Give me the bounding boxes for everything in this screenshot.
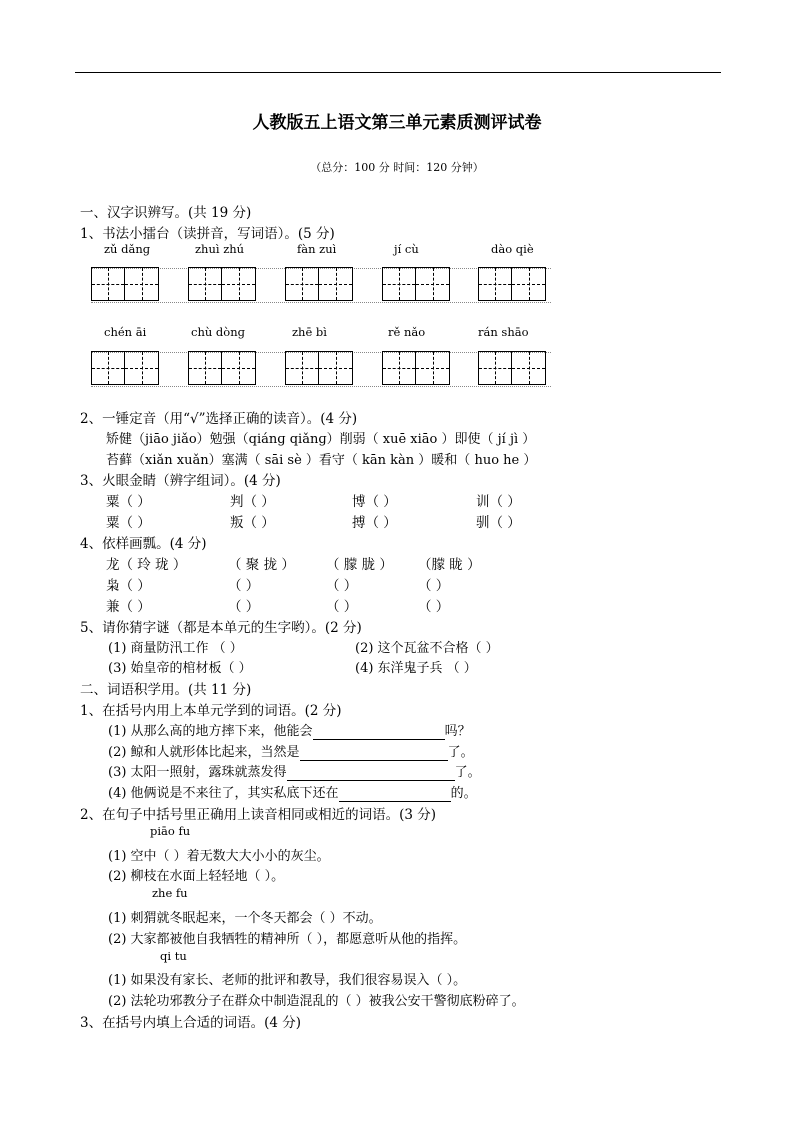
sentence: (1) 如果没有家长、老师的批评和教导，我们很容易误入（ ）。 [108,973,467,988]
fill-suffix: 吗？ [444,724,471,739]
pinyin: zhe fu [152,886,188,900]
pinyin: rán shāo [478,325,529,339]
writing-grid[interactable] [478,267,546,301]
writing-grid[interactable] [478,351,546,385]
pinyin: zǔ dǎnɡ [104,242,151,256]
pinyin: rě nǎo [388,325,426,339]
q3-item: 判（ ） [230,494,275,510]
q3-item: 博（ ） [352,494,397,510]
q4-item: 枭（ ） [106,578,151,594]
q3-item: 粟（ ） [106,515,151,531]
q4-item: （ ） [418,578,450,594]
q4-item: 龙（ 玲 珑 ） [106,557,187,573]
fill-prefix: (4) 他俩说是不来往了，其实私底下还在 [108,786,339,801]
q4-item: （ ） [418,599,450,615]
q2-heading: 2、一锤定音（用“√”选择正确的读音）。(4 分) [80,411,358,427]
s2q2-heading: 2、在句子中括号里正确用上读音相同或相近的词语。(3 分) [80,807,437,823]
page-title: 人教版五上语文第三单元素质测评试卷 [252,113,542,133]
guide-line [91,302,551,303]
sentence: (2) 大家都被他自我牺牲的精神所（ ），都愿意听从他的指挥。 [108,932,467,947]
writing-grid[interactable] [188,267,256,301]
answer-blank[interactable] [339,786,451,802]
riddle: (3) 始皇帝的棺材板（ ） [108,661,252,676]
writing-grid[interactable] [285,267,353,301]
s2q1-heading: 1、在括号内用上本单元学到的词语。(2 分) [80,703,342,719]
answer-blank[interactable] [287,765,455,781]
pinyin: zhē bì [292,325,327,339]
q3-item: 搏（ ） [352,515,397,531]
header-rule [75,72,721,73]
writing-grid[interactable] [382,267,450,301]
q4-item: 兼（ ） [106,599,151,615]
fill-prefix: (3) 太阳一照射，露珠就蒸发得 [108,765,287,780]
q1-heading: 1、书法小擂台（读拼音，写词语）。(5 分) [80,226,335,242]
pinyin: dào qiè [491,242,534,256]
writing-grid[interactable] [91,267,159,301]
q4-item: （ 聚 拢 ） [228,557,295,573]
q3-heading: 3、火眼金睛（辨字组词）。(4 分) [80,473,281,489]
writing-grid[interactable] [382,351,450,385]
fill-suffix: 的。 [450,786,477,801]
q2-line: 矫健（jiāo jiǎo）勉强（qiánɡ qiǎnɡ）削弱（ xuē xiāo ）即使（ jí jì ） [106,432,536,447]
q4-item: （ 朦 胧 ） [326,557,393,573]
riddle: (2) 这个瓦盆不合格（ ） [355,641,499,656]
section2-heading: 二、词语积学用。(共 11 分) [80,682,252,698]
guide-line [91,386,551,387]
exam-meta: （总分：100 分 时间：120 分钟） [310,161,484,174]
q4-item: （ ） [228,599,260,615]
q4-item: （ ） [228,578,260,594]
pinyin: chù dònɡ [191,325,245,339]
pinyin: zhuì zhú [195,242,245,256]
fill-line [108,761,481,781]
q4-item: （朦 眬 ） [418,557,481,573]
writing-grid[interactable] [188,351,256,385]
q3-item: 粟（ ） [106,494,151,510]
writing-grid[interactable] [285,351,353,385]
fill-prefix: (1) 从那么高的地方摔下来，他能会 [108,724,313,739]
sentence: (2) 法轮功邪教分子在群众中制造混乱的（ ）被我公安干警彻底粉碎了。 [108,994,525,1009]
q3-item: 训（ ） [476,494,521,510]
writing-grid[interactable] [91,351,159,385]
pinyin: piāo fu [150,824,191,838]
q3-item: 叛（ ） [230,515,275,531]
sentence: (1) 刺猬就冬眠起来，一个冬天都会（ ）不动。 [108,911,382,926]
answer-blank[interactable] [313,724,445,740]
q4-heading: 4、依样画瓢。(4 分) [80,536,207,552]
section1-heading: 一、汉字识辨写。(共 19 分) [80,205,252,221]
fill-line [108,782,477,802]
sentence: (2) 柳枝在水面上轻轻地（ ）。 [108,869,285,884]
fill-suffix: 了。 [454,765,481,780]
fill-prefix: (2) 鲸和人就形体比起来，当然是 [108,745,300,760]
pinyin: qi tu [160,949,187,963]
pinyin: fàn zuì [297,242,337,256]
pinyin: jí cù [394,242,419,256]
answer-blank[interactable] [300,745,448,761]
fill-line [108,720,471,740]
q2-line: 苔藓（xiǎn xuǎn）塞满（ sāi sè ）看守（ kān kàn ）暖和（ huo he ） [106,453,537,468]
q4-item: （ ） [326,578,358,594]
q3-item: 驯（ ） [476,515,521,531]
q5-heading: 5、请你猜字谜（都是本单元的生字哟）。(2 分) [80,620,362,636]
s2q3-heading: 3、在括号内填上合适的词语。(4 分) [80,1015,302,1031]
fill-suffix: 了。 [447,745,474,760]
riddle: (1) 商量防汛工作 （ ） [108,641,243,656]
pinyin: chén āi [104,325,147,339]
q4-item: （ ） [326,599,358,615]
riddle: (4) 东洋鬼子兵 （ ） [355,661,477,676]
fill-line [108,741,474,761]
sentence: (1) 空中（ ）着无数大大小小的灰尘。 [108,849,330,864]
